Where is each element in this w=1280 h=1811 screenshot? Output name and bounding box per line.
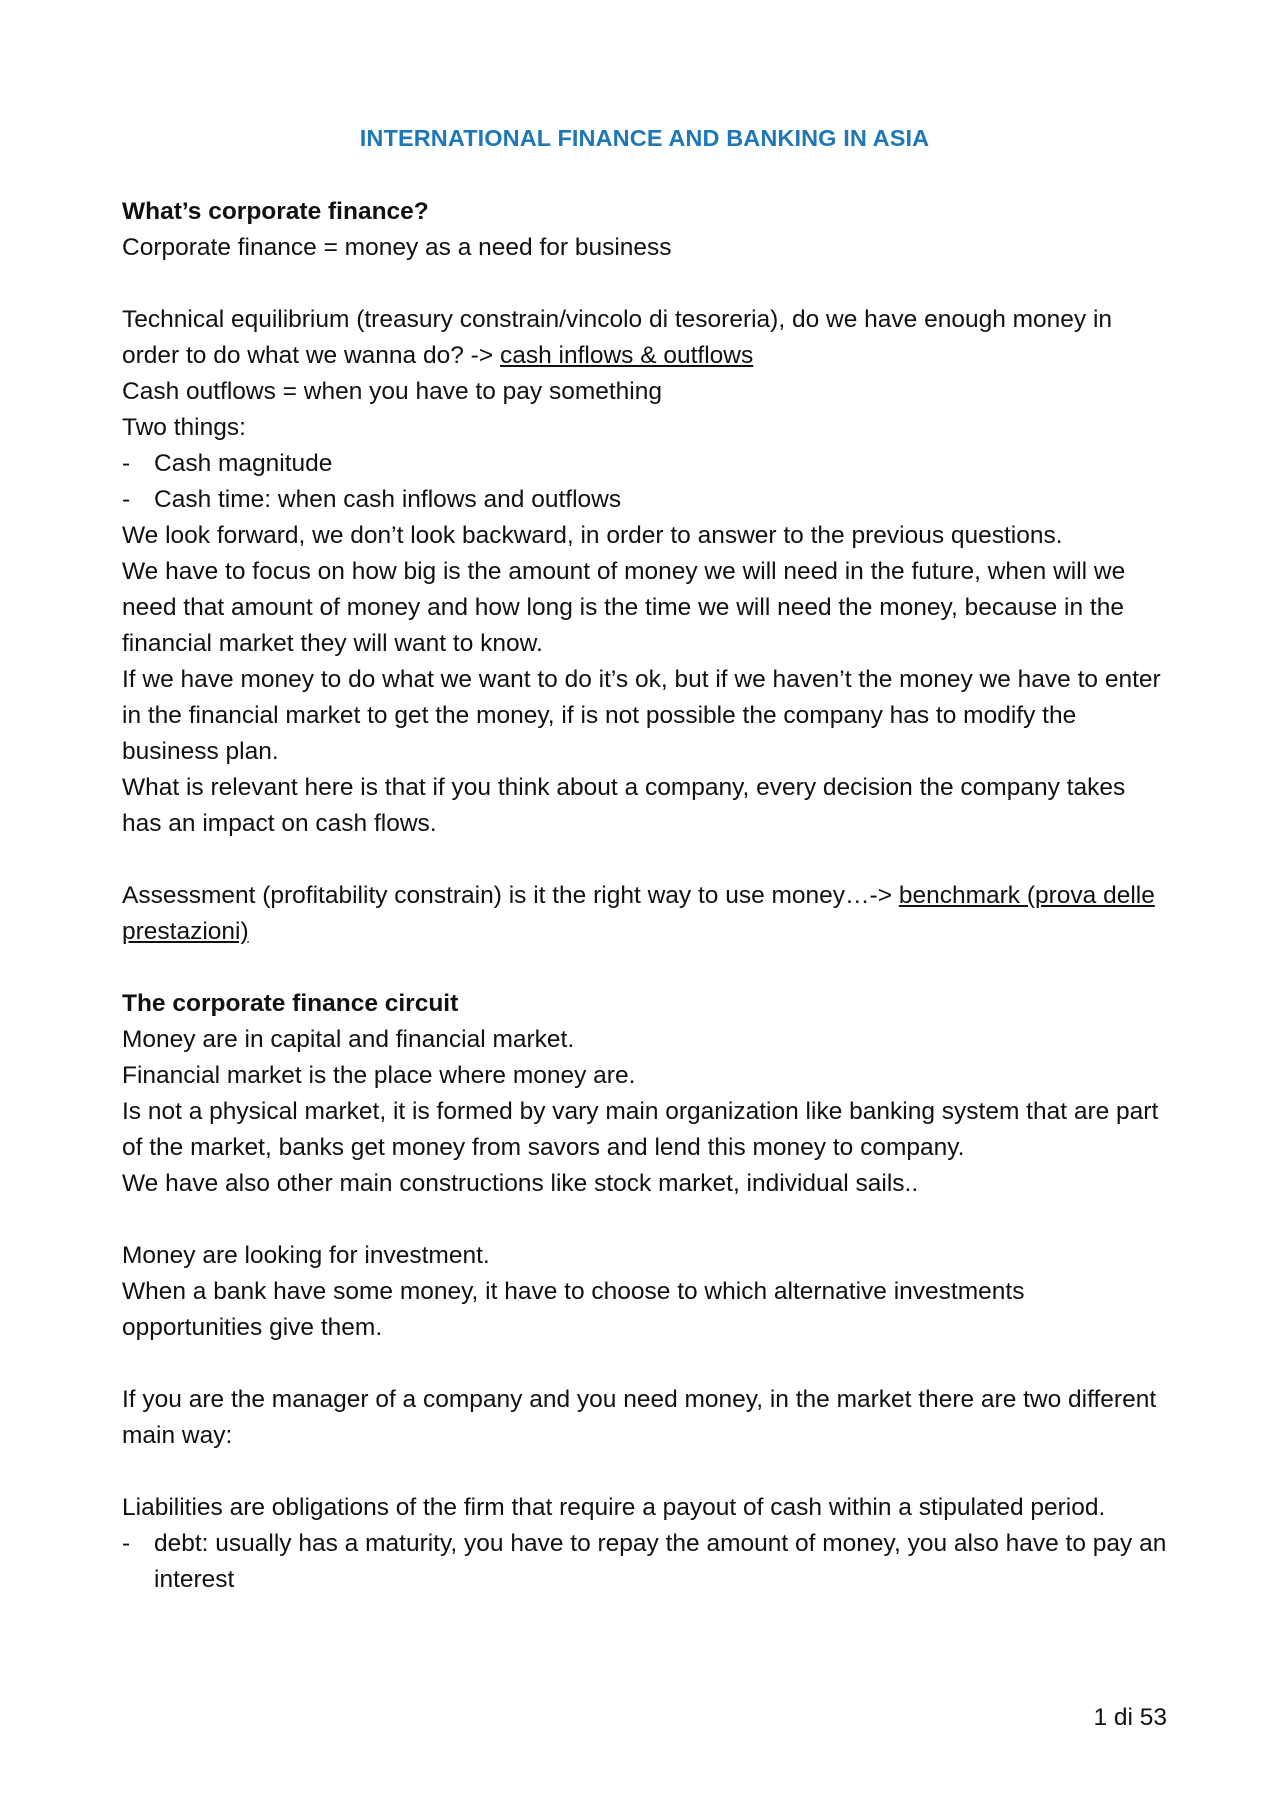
- paragraph-liabilities: Liabilities are obligations of the firm that require a payout of cash within a stipulated period.: [122, 1494, 1106, 1521]
- list-item-text: debt: usually has a maturity, you have to repay the amount of money, you also have to pay an interest: [154, 1530, 1167, 1593]
- text-span: Assessment (profitability constrain) is it the right way to use money…->: [122, 882, 899, 909]
- document-page: [122, 120, 1167, 1598]
- bullet-list-cash: [122, 446, 1167, 518]
- dash-bullet: -: [122, 1530, 131, 1557]
- spacer: [122, 1202, 1167, 1238]
- paragraph-assessment: [122, 878, 1167, 950]
- paragraph-bank-choice: When a bank have some money, it have to choose to which alternative investments opportunities give them.: [122, 1278, 1025, 1341]
- paragraph-physical-market: Is not a physical market, it is formed by vary main organization like banking system that are part of the market, banks get money from savors and lend this money to company.: [122, 1098, 1159, 1161]
- underlined-term-benchmark: benchmark (prova delle prestazioni): [122, 882, 1155, 945]
- paragraph-definition: Corporate finance = money as a need for business: [122, 234, 672, 261]
- list-item-text: Cash magnitude: [154, 450, 333, 477]
- list-item: [122, 446, 1167, 482]
- paragraph-look-forward: We look forward, we don’t look backward, in order to answer to the previous questions.: [122, 522, 1063, 549]
- page-number: 1 di 53: [1093, 1704, 1167, 1731]
- paragraph-focus: We have to focus on how big is the amount of money we will need in the future, when will we need that amount of money and how long is the time we will need the money, because in the financial market they will want to know.: [122, 558, 1126, 657]
- spacer: [122, 266, 1167, 302]
- paragraph-technical-equilibrium: [122, 302, 1167, 374]
- paragraph-money-capital: Money are in capital and financial market.: [122, 1026, 575, 1053]
- paragraph-cash-outflows: Cash outflows = when you have to pay something: [122, 378, 663, 405]
- underlined-term-cash-flows: cash inflows & outflows: [499, 342, 754, 369]
- bullet-list-liabilities: [122, 1526, 1167, 1598]
- paragraph-other-constructions: We have also other main constructions like stock market, individual sails..: [122, 1170, 919, 1197]
- list-item: [122, 1526, 1167, 1598]
- spacer: [122, 950, 1167, 986]
- paragraph-manager: If you are the manager of a company and you need money, in the market there are two different main way:: [122, 1386, 1157, 1449]
- spacer: [122, 1454, 1167, 1490]
- paragraph-financial-market: Financial market is the place where money are.: [122, 1062, 636, 1089]
- paragraph-relevant: What is relevant here is that if you think about a company, every decision the company takes has an impact on cash flows.: [122, 774, 1126, 837]
- text-span: Technical equilibrium (treasury constrain/vincolo di tesoreria), do we have enough money in order to do what we wanna do? ->: [122, 306, 1113, 369]
- list-item-text: Cash time: when cash inflows and outflows: [154, 486, 622, 513]
- spacer: [122, 1346, 1167, 1382]
- paragraph-if-money: If we have money to do what we want to do it’s ok, but if we haven’t the money we have to enter in the financial market to get the money, if is not possible the company has to modify the business plan.: [122, 666, 1161, 765]
- dash-bullet: -: [122, 486, 131, 513]
- spacer: [122, 842, 1167, 878]
- paragraph-money-investment: Money are looking for investment.: [122, 1242, 490, 1269]
- section-heading-corporate-finance: What’s corporate finance?: [122, 198, 429, 225]
- dash-bullet: -: [122, 450, 131, 477]
- document-title: INTERNATIONAL FINANCE AND BANKING IN ASIA: [359, 125, 930, 151]
- list-item: [122, 482, 1167, 518]
- paragraph-two-things: Two things:: [122, 414, 246, 441]
- section-heading-circuit: The corporate finance circuit: [122, 990, 459, 1017]
